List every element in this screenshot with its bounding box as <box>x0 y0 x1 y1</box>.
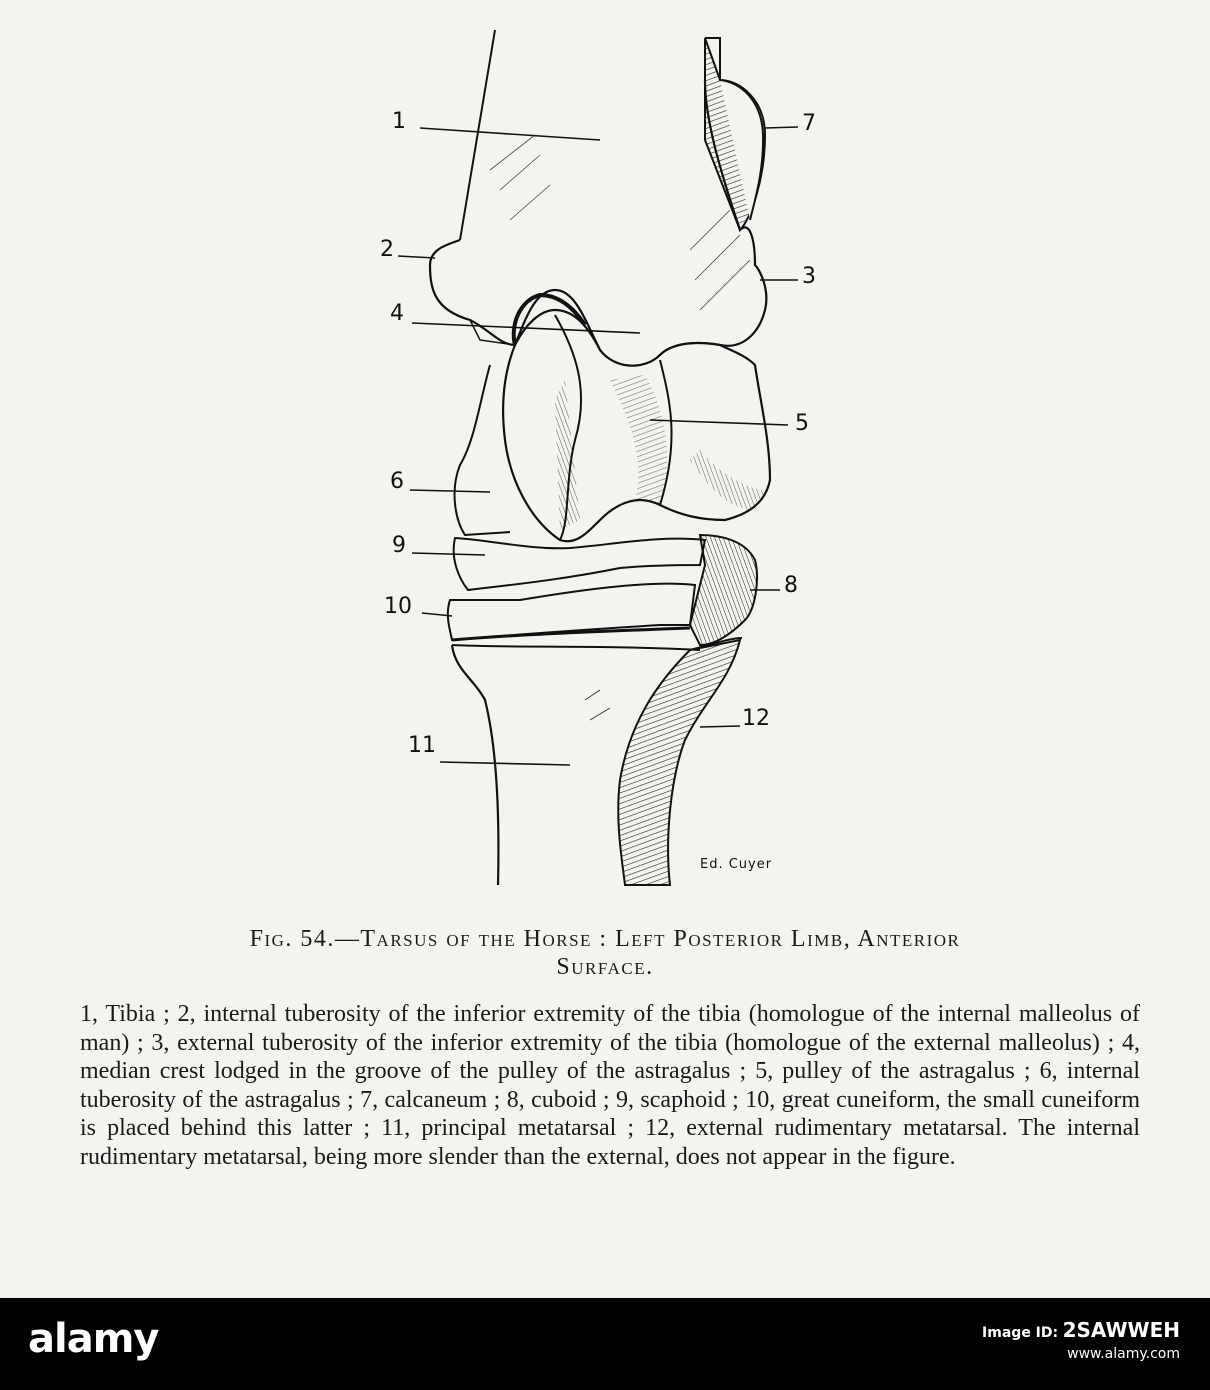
figure-legend: 1, Tibia ; 2, internal tuberosity of the inferior extremity of the tibia (homologue of the internal malleolus of man) ; 3, external tuberosity of the inferior extremity of the tibia (homologue of the external malleolus) ; 4, median crest lodged in the groove of the pulley of the astragalus ; 5, pulley of the astragalus ; 6, internal tuberosity of the astragalus ; 7, calcaneum ; 8, cuboid ; 9, scaphoid ; 10, great cuneiform, the small cuneiform is placed behind this latter ; 11, principal metatarsal ; 12, external rudimentary metatarsal. The internal rudimentary metatarsal, being more slender than the external, does not appear in the figure. <box>80 1001 1140 1170</box>
label-5: 5 <box>795 411 809 436</box>
caption-line-2: Surface. <box>556 954 654 980</box>
label-7: 7 <box>802 111 816 136</box>
tibia-outline <box>460 30 495 240</box>
figure-caption <box>50 925 1160 981</box>
footer-info <box>982 1318 1180 1362</box>
label-2: 2 <box>380 237 394 262</box>
stock-footer-bar <box>0 1298 1210 1390</box>
image-id-value: 2SAWWEH <box>1062 1318 1180 1342</box>
label-3: 3 <box>802 264 816 289</box>
tarsus-drawing <box>360 20 880 905</box>
label-6: 6 <box>390 469 404 494</box>
astragalus-internal-tuberosity <box>455 365 510 535</box>
label-4: 4 <box>390 301 404 326</box>
footer-url: www.alamy.com <box>1067 1346 1180 1362</box>
alamy-logo: alamy <box>28 1316 159 1362</box>
image-id-label: Image ID: <box>982 1325 1059 1341</box>
label-12: 12 <box>742 706 770 731</box>
label-9: 9 <box>392 533 406 558</box>
scaphoid <box>454 538 705 590</box>
image-id-line <box>982 1318 1180 1342</box>
label-11: 11 <box>408 733 436 758</box>
artist-signature: Ed. Cuyer <box>700 857 773 872</box>
external-rudimentary-metatarsal <box>618 640 740 885</box>
label-10: 10 <box>384 594 412 619</box>
caption-line-1: Fig. 54.—Tarsus of the Horse : Left Posterior Limb, Anterior <box>249 926 961 952</box>
principal-metatarsal <box>452 645 498 885</box>
label-8: 8 <box>784 573 798 598</box>
label-1: 1 <box>392 109 406 134</box>
tarsus-illustration <box>360 20 880 905</box>
